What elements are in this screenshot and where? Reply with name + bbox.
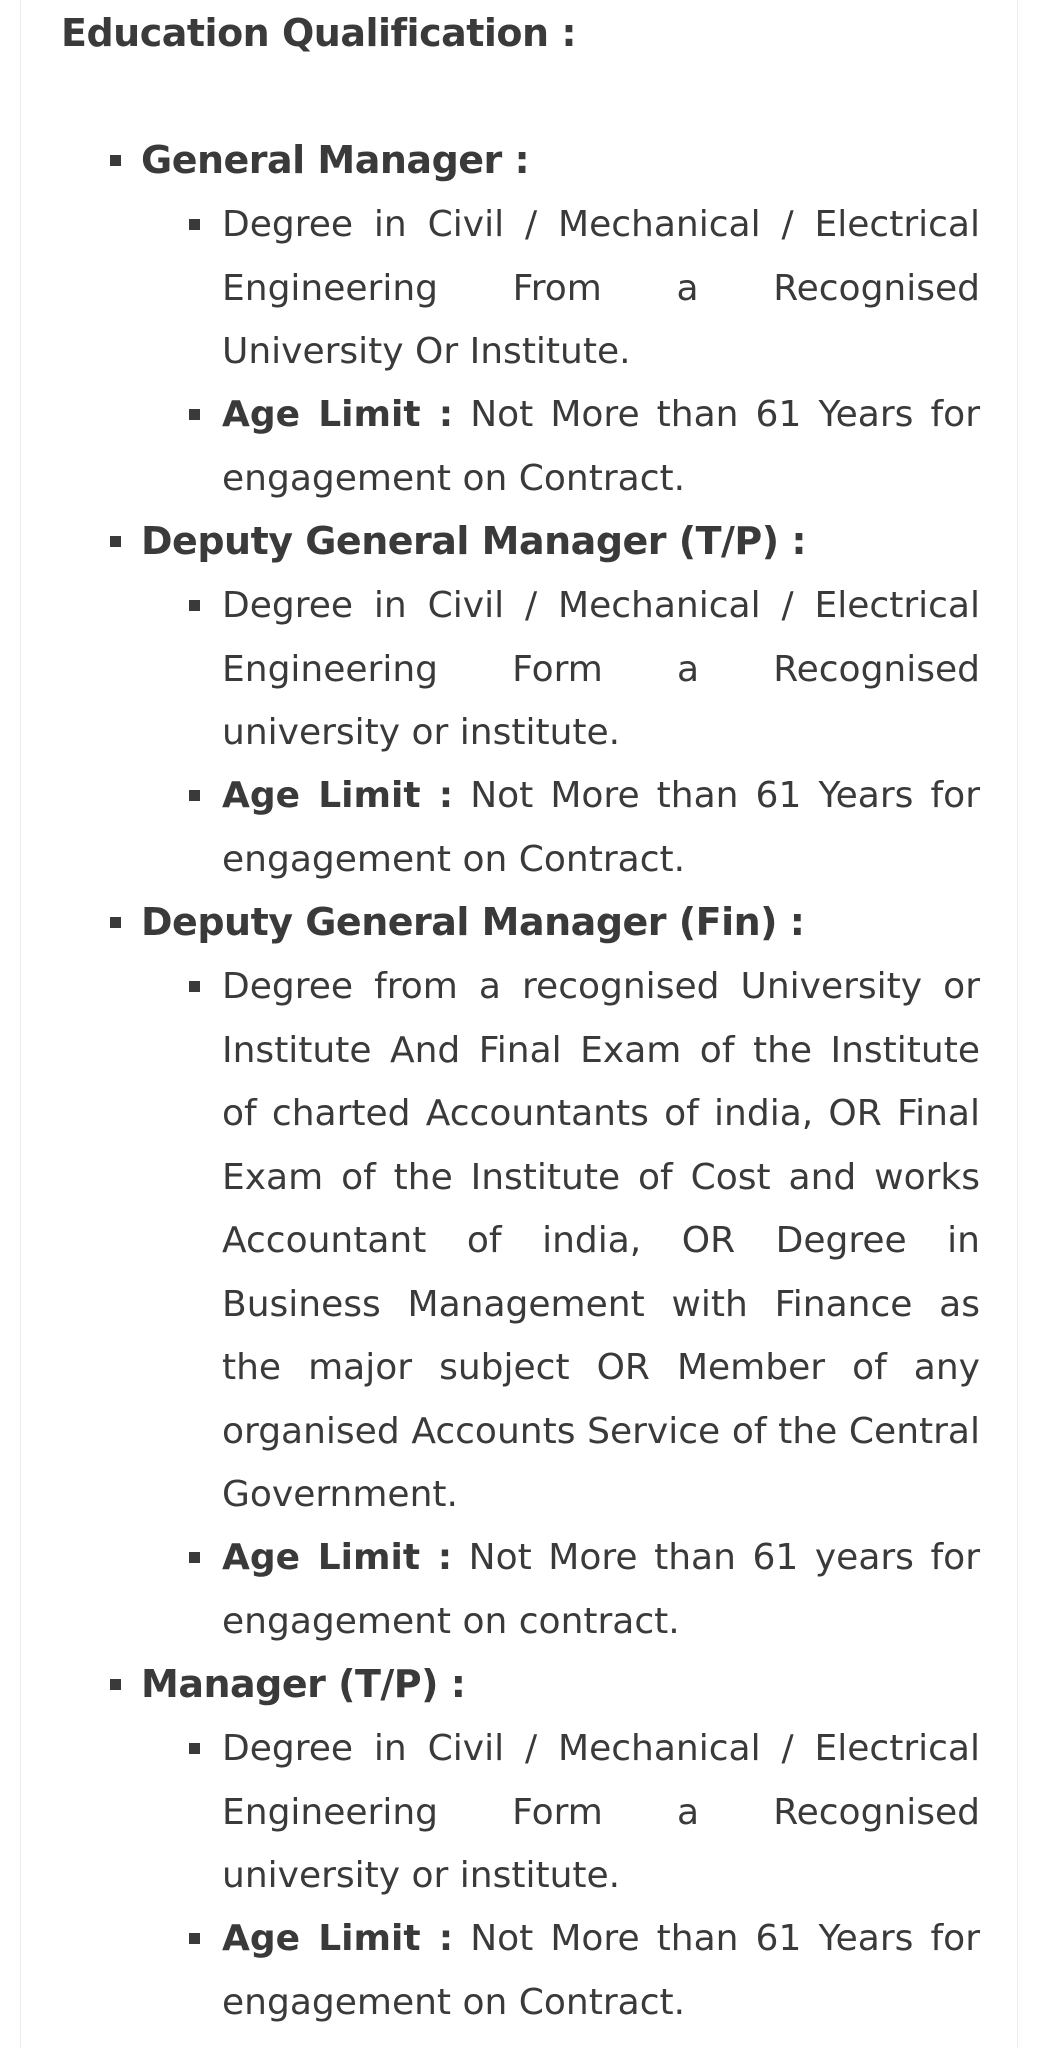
- age-limit-manager-tp: [222, 1907, 980, 2034]
- age-limit-deputy-general-manager-fin: [222, 1526, 980, 1653]
- age-limit-text: Not More than 61 years for engagement on contract.: [222, 1537, 980, 1642]
- qualification-deputy-general-manager-tp: Degree in Civil / Mechanical / Electrical Engineering Form a Recognised university or institute.: [222, 574, 980, 765]
- section-title: Education Qualification :: [61, 11, 577, 55]
- post-title-deputy-general-manager-fin: Deputy General Manager (Fin) :: [141, 897, 981, 947]
- qualification-deputy-general-manager-fin: Degree from a recognised University or Institute And Final Exam of the Institute of charted Accountants of india, OR Final Exam of the Institute of Cost and works Accountant of india, OR Degree in Business Management with Finance as the major subject OR Member of any organised Accounts Service of the Central Government.: [222, 955, 980, 1527]
- age-limit-text: Not More than 61 Years for engagement on Contract.: [222, 394, 980, 499]
- qualification-manager-tp: Degree in Civil / Mechanical / Electrical Engineering Form a Recognised university or institute.: [222, 1717, 980, 1908]
- age-limit-label: Age Limit :: [222, 1918, 454, 1959]
- age-limit-text: Not More than 61 Years for engagement on Contract.: [222, 775, 980, 880]
- post-title-general-manager: General Manager :: [141, 135, 981, 185]
- age-limit-label: Age Limit :: [222, 394, 454, 435]
- age-limit-label: Age Limit :: [222, 1537, 453, 1578]
- age-limit-text: Not More than 61 Years for engagement on Contract.: [222, 1918, 980, 2023]
- age-limit-label: Age Limit :: [222, 775, 454, 816]
- age-limit-deputy-general-manager-tp: [222, 764, 980, 891]
- age-limit-general-manager: [222, 383, 980, 510]
- post-title-manager-tp: Manager (T/P) :: [141, 1659, 981, 1709]
- post-title-deputy-general-manager-tp: Deputy General Manager (T/P) :: [141, 516, 981, 566]
- qualification-general-manager: Degree in Civil / Mechanical / Electrical Engineering From a Recognised University Or Institute.: [222, 193, 980, 384]
